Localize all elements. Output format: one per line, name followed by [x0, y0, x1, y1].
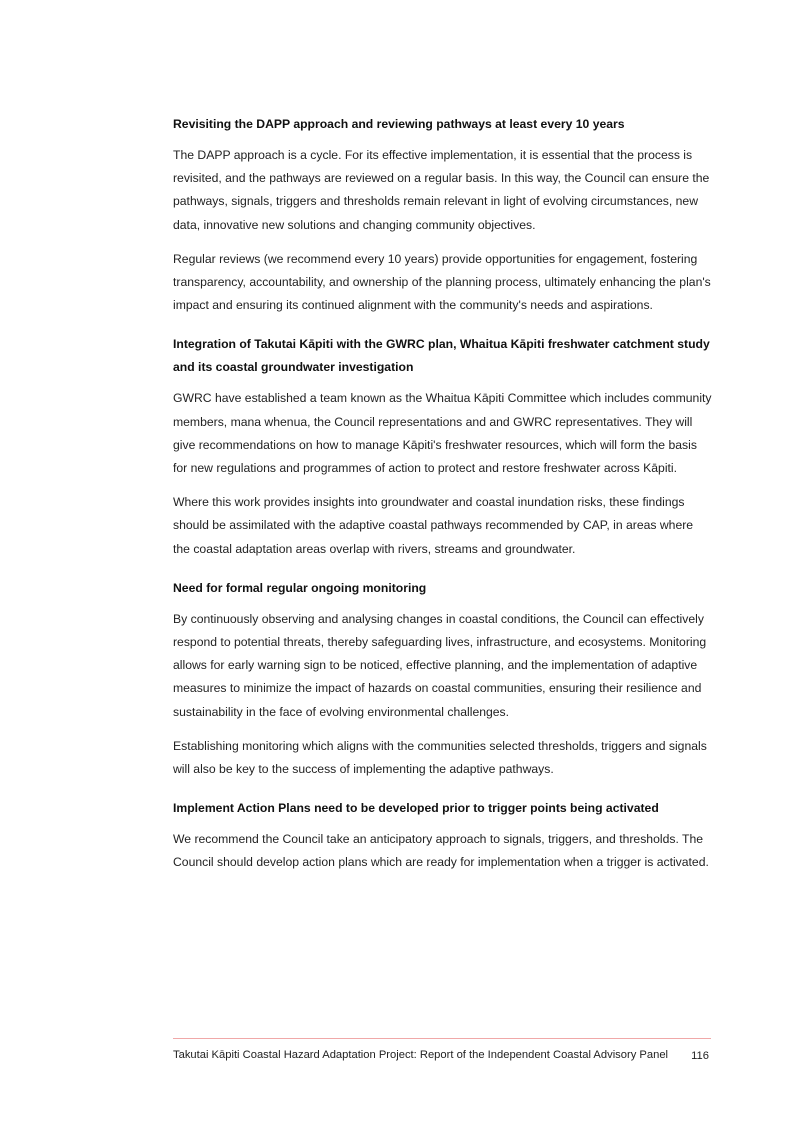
- paragraph: Regular reviews (we recommend every 10 years) provide opportunities for engagement, fostering transparency, accountability, and ownership of the planning process, ultimately enhancing the plan's impact and ensuring its continued alignment with the community's needs and aspirations.: [173, 251, 711, 313]
- paragraph: The DAPP approach is a cycle. For its effective implementation, it is essential that the process is revisited, and the pathways are reviewed on a regular basis. In this way, the Council can ensure the pathways, signals, triggers and thresholds remain relevant in light of evolving circumstances, new data, innovative new solutions and changing community objectives.: [173, 148, 710, 232]
- paragraph: We recommend the Council take an anticipatory approach to signals, triggers, and thresholds. The Council should develop action plans which are ready for implementation when a trigger is activated.: [173, 832, 709, 870]
- page-number: 116: [691, 1049, 709, 1062]
- footer-report-title: Takutai Kāpiti Coastal Hazard Adaptation Project: Report of the Independent Coastal Advisory Panel: [173, 1049, 669, 1061]
- document-body: [173, 113, 713, 886]
- paragraph: By continuously observing and analysing changes in coastal conditions, the Council can effectively respond to potential threats, thereby safeguarding lives, infrastructure, and ecosystems. Monitoring allows for early warning sign to be noticed, effective planning, and the implementation of adaptive measures to minimize the impact of hazards on coastal communities, ensuring their resilience and sustainability in the face of evolving environmental challenges.: [173, 611, 707, 719]
- section-heading: Implement Action Plans need to be developed prior to trigger points being activated: [173, 801, 659, 816]
- section-heading: Need for formal regular ongoing monitoring: [173, 580, 427, 595]
- section-heading: Revisiting the DAPP approach and reviewing pathways at least every 10 years: [173, 117, 625, 131]
- section-monitoring: [173, 577, 713, 781]
- paragraph: Where this work provides insights into groundwater and coastal inundation risks, these findings should be assimilated with the adaptive coastal pathways recommended by CAP, in areas where the coastal adaptation areas overlap with rivers, streams and groundwater.: [173, 495, 694, 556]
- section-action-plans: [173, 797, 713, 874]
- paragraph: Establishing monitoring which aligns with the communities selected thresholds, triggers and signals will also be key to the success of implementing the adaptive pathways.: [173, 738, 707, 777]
- page-footer: [173, 1038, 711, 1063]
- footer-row: [173, 1048, 711, 1063]
- section-gwrc-integration: [173, 333, 713, 560]
- footer-divider: [173, 1038, 711, 1039]
- paragraph: GWRC have established a team known as the Whaitua Kāpiti Committee which includes community members, mana whenua, the Council representations and and GWRC representatives. They will give recommendations on how to manage Kāpiti's freshwater resources, which will form the basis for new regulations and programmes of action to protect and restore freshwater across Kāpiti.: [173, 391, 712, 476]
- section-dapp-review: [173, 113, 713, 317]
- section-heading: Integration of Takutai Kāpiti with the GWRC plan, Whaitua Kāpiti freshwater catchment study and its coastal groundwater investigation: [173, 337, 710, 375]
